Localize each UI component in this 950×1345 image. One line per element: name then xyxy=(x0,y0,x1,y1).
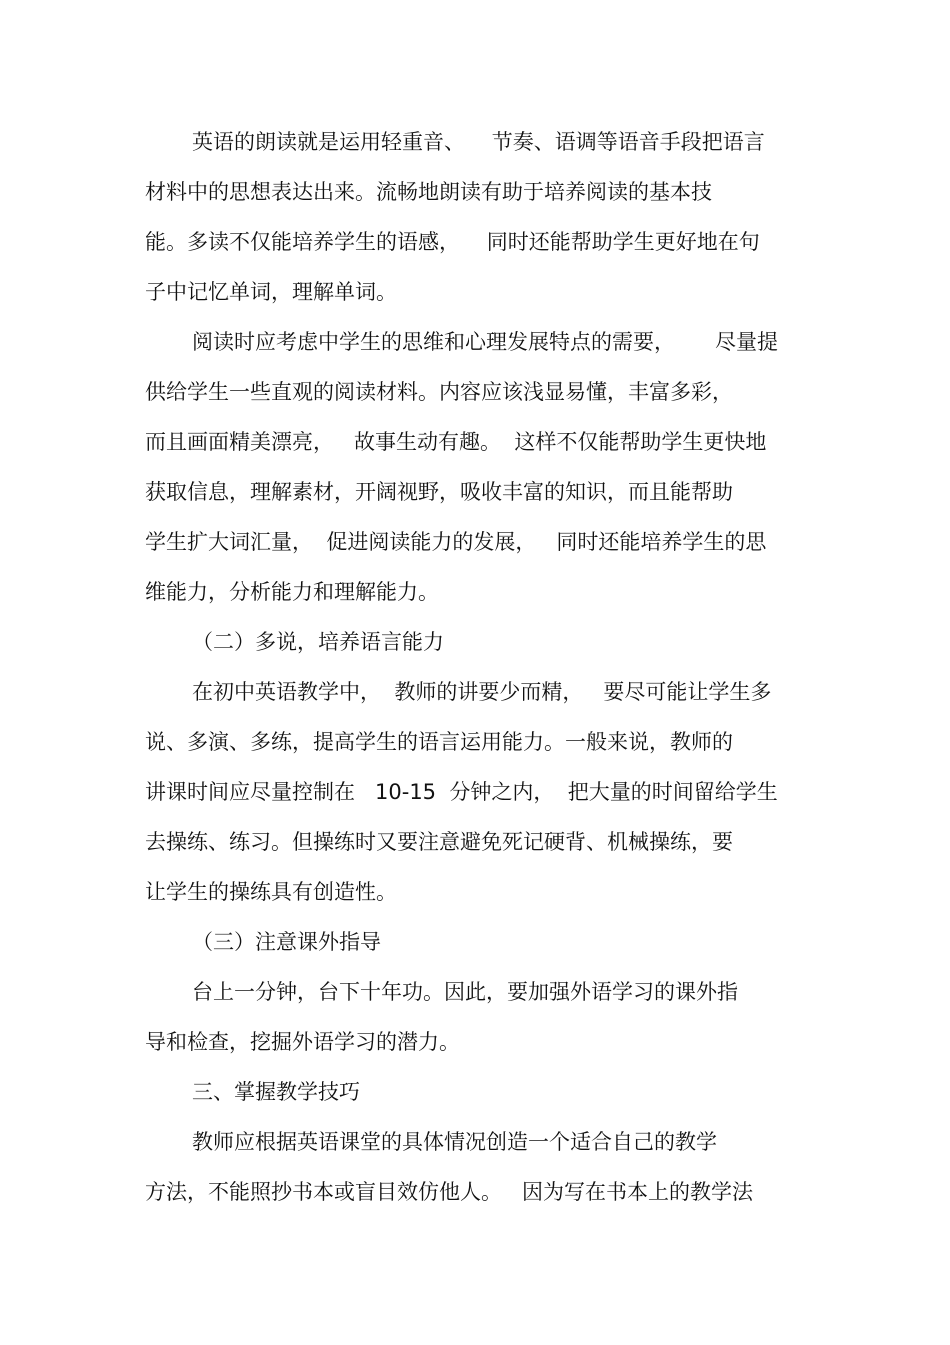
text-line: 去操练、练习。但操练时又要注意避免死记硬背、机械操练，要 xyxy=(145,830,733,854)
text-line: 而且画面精美漂亮， 故事生动有趣。 这样不仅能帮助学生更快地 xyxy=(145,430,767,454)
text-line: 子中记忆单词，理解单词。 xyxy=(145,280,397,304)
text-line: 在初中英语教学中， 教师的讲要少而精， 要尽可能让学生多 xyxy=(192,680,772,704)
section-heading: 三、掌握教学技巧 xyxy=(192,1080,360,1104)
text-line: 学生扩大词汇量， 促进阅读能力的发展， 同时还能培养学生的思 xyxy=(145,530,767,554)
section-heading: （三）注意课外指导 xyxy=(192,930,381,954)
text-line: 能。多读不仅能培养学生的语感， 同时还能帮助学生更好地在句 xyxy=(145,230,760,254)
text-line: 阅读时应考虑中学生的思维和心理发展特点的需要， 尽量提 xyxy=(192,330,779,354)
text-line: 让学生的操练具有创造性。 xyxy=(145,880,397,904)
text-line: 导和检查，挖掘外语学习的潜力。 xyxy=(145,1030,460,1054)
text-line: 教师应根据英语课堂的具体情况创造一个适合自己的教学 xyxy=(192,1130,717,1154)
text-line: 材料中的思想表达出来。流畅地朗读有助于培养阅读的基本技 xyxy=(145,180,712,204)
text-line: 讲课时间应尽量控制在 10-15 分钟之内， 把大量的时间留给学生 xyxy=(145,780,778,804)
text-line: 维能力，分析能力和理解能力。 xyxy=(145,580,439,604)
text-line: 获取信息，理解素材，开阔视野，吸收丰富的知识，而且能帮助 xyxy=(145,480,733,504)
text-line: 英语的朗读就是运用轻重音、 节奏、语调等语音手段把语言 xyxy=(192,130,765,154)
text-line: 供给学生一些直观的阅读材料。内容应该浅显易懂，丰富多彩， xyxy=(145,380,733,404)
text-line: 说、多演、多练，提高学生的语言运用能力。一般来说，教师的 xyxy=(145,730,733,754)
text-line: 方法，不能照抄书本或盲目效仿他人。 因为写在书本上的教学法 xyxy=(145,1180,754,1204)
text-line: 台上一分钟，台下十年功。因此，要加强外语学习的课外指 xyxy=(192,980,738,1004)
section-heading: （二）多说，培养语言能力 xyxy=(192,630,444,654)
